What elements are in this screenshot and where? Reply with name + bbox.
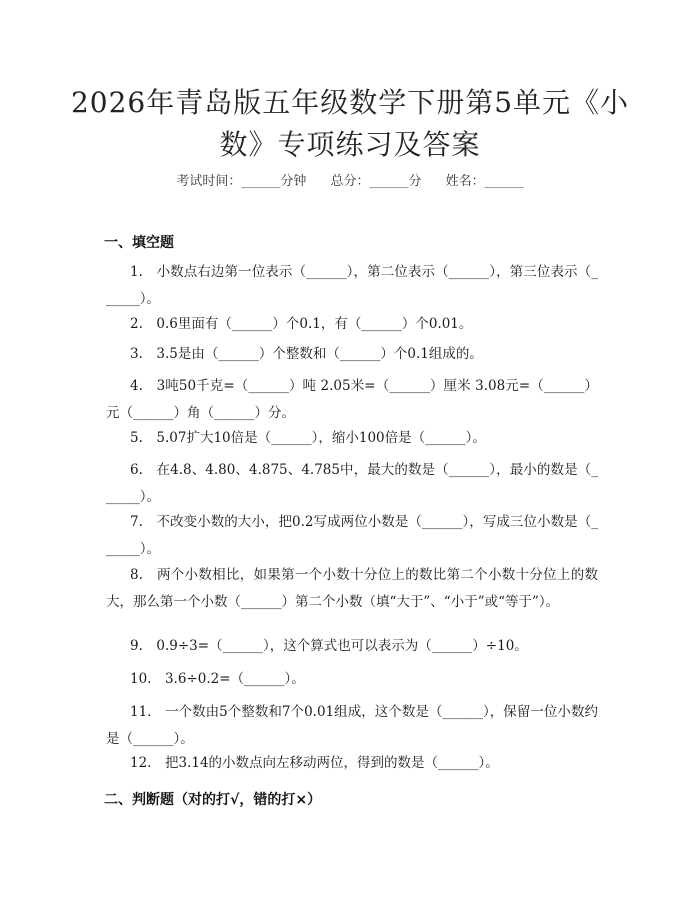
- document-title: 2026年青岛版五年级数学下册第5单元《小数》专项练习及答案: [70, 86, 630, 161]
- exam-time-field: 考试时间：______分钟: [176, 174, 307, 189]
- section-heading-true-false: 二、判断题（对的打√，错的打×）: [104, 792, 322, 808]
- question-item: 1. 小数点右边第一位表示（______），第二位表示（______），第三位表示（______）。: [106, 264, 598, 307]
- question-item: 6. 在4.8、4.80、4.875、4.785中，最大的数是（______），最小的数是（______）。: [106, 462, 598, 505]
- question-item: 2. 0.6里面有（______）个0.1，有（______）个0.01。: [130, 316, 473, 332]
- question-item: 12. 把3.14的小数点向左移动两位，得到的数是（______）。: [130, 755, 499, 771]
- total-score-field: 总分：______分: [330, 174, 422, 189]
- question-item: 3. 3.5是由（______）个整数和（______）个0.1组成的。: [130, 346, 483, 362]
- question-item: 9. 0.9÷3=（______），这个算式也可以表示为（______）÷10。: [130, 638, 528, 654]
- question-item: 4. 3吨50千克=（______）吨 2.05米=（______）厘米 3.08元=（______）元（______）角（______）分。: [106, 378, 598, 421]
- question-item: 10. 3.6÷0.2=（______）。: [130, 671, 305, 687]
- question-item: 5. 5.07扩大10倍是（______），缩小100倍是（______）。: [130, 430, 486, 446]
- section-heading-fill-in: 一、填空题: [104, 235, 174, 251]
- student-name-field: 姓名：______: [445, 174, 524, 189]
- question-item: 7. 不改变小数的大小，把0.2写成两位小数是（______），写成三位小数是（______）。: [106, 514, 598, 557]
- question-item: 11. 一个数由5个整数和7个0.01组成，这个数是（______），保留一位小数约是（______）。: [106, 704, 598, 747]
- question-item: 8. 两个小数相比，如果第一个小数十分位上的数比第二个小数十分位上的数大，那么第一个小数（______）第二个小数（填“大于”、“小于”或“等于”）。: [106, 567, 598, 610]
- exam-meta: [0, 170, 700, 189]
